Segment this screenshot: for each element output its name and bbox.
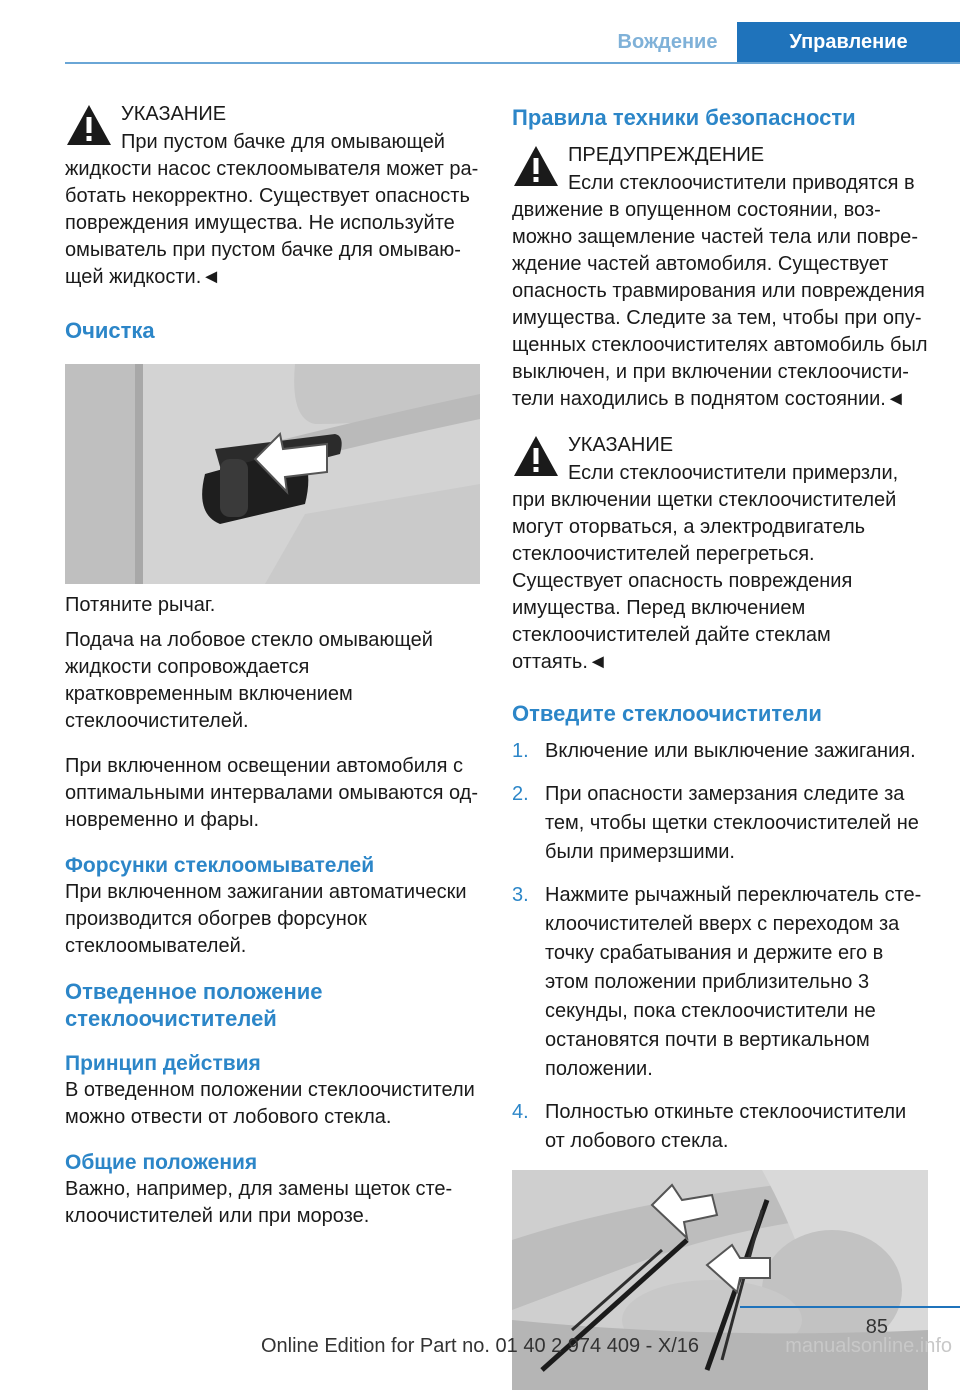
step-number: 4. [512,1101,529,1123]
pull-lever-text: Потяните рычаг. [65,594,216,616]
nozzles-text: При включенном зажигании автоматически производится обогрев форсунок стеклоомывателей. [65,881,467,957]
notice-title: УКАЗАНИЕ [568,434,674,456]
online-edition-text: Online Edition for Part no. 01 40 2 974 409 - X/16 [260,1335,700,1357]
header-divider [65,62,960,64]
heading-raise-wipers: Отведите стеклоочистители [512,701,822,726]
principle-text: В отведенном положении стеклоочистители можно отвести от лобового стекла. [65,1079,475,1128]
steps-list [512,737,928,1156]
list-item [512,780,928,867]
lever-illustration [65,364,480,584]
step-number: 3. [512,884,529,906]
list-item [512,737,928,766]
warning-triangle-icon [65,102,113,148]
step-number: 1. [512,740,529,762]
warning-triangle-icon [512,433,560,479]
warning-triangle-icon [512,143,560,189]
heading-raised-position: Отведенное положение стеклоочистителей [65,979,323,1031]
header-section-tab[interactable]: Вождение [617,30,718,53]
left-column [65,100,480,1248]
watermark: manualsonline.info [785,1335,952,1357]
footer-divider [740,1306,960,1308]
notice-text: Если стеклоочистители примерзли, при включении щетки стеклоочистителей могут оторваться, а электродвигатель стеклоочистителей перегреться. Существует опасность повреждения имущества. Перед включением стеклоочистителей дайте стеклам оттаять.◄ [512,462,899,673]
page-number: 85 [865,1316,888,1338]
step-text: Нажмите рычажный переключатель стеклоочистителей вверх с переходом за точку срабатывания и держите его в этом положении приблизительно 3 секунды, пока стеклоочистители не остановятся почти в вертикальном положении. [545,884,922,1080]
heading-principle: Принцип действия [65,1052,261,1075]
heading-general: Общие положения [65,1151,258,1174]
step-text: Включение или выключение зажигания. [545,740,916,762]
step-number: 2. [512,783,529,805]
step-text: Полностью откиньте стеклоочистители от лобового стекла. [545,1101,907,1152]
general-text: Важно, например, для замены щеток стеклоочистителей или при морозе. [65,1178,453,1227]
notice-text: При пустом бачке для омывающей жидкости насос стеклоомывателя может работать некорректно. Существует опасность повреждения имущества. Не используйте омыватель при пустом бачке для омывающей жидкости.◄ [65,131,479,288]
list-item [512,881,928,1084]
step-text: При опасности замерзания следите за тем, чтобы щетки стеклоочистителей не были примерзшими. [545,783,919,863]
header-active-tab[interactable]: Управление [737,22,960,62]
warning-title: ПРЕДУПРЕЖДЕНИЕ [568,144,765,166]
lever-image [65,364,480,584]
heading-safety: Правила техники безопасности [512,105,856,130]
notice-title: УКАЗАНИЕ [121,103,227,125]
warning-text: Если стеклоочистители приводятся в движение в опущенном состоянии, возможно защемление частей тела или повреждение частей автомобиля. Существует опасность травмирования или повреждения имущества. Следите за тем, чтобы при опущенных стеклоочистителях автомобиль был выключен, и при включении стеклоочистители находились в поднятом состоянии.◄ [512,172,928,410]
warning-lowered-wipers [512,141,928,413]
notice-frozen-wipers [512,431,928,676]
heading-cleaning: Очистка [65,318,155,343]
cleaning-text: Подача на лобовое стекло омывающей жидкости сопровождается кратковременным включением стеклоочистителей. [65,629,433,732]
heading-nozzles: Форсунки стеклоомывателей [65,854,375,877]
list-item [512,1098,928,1156]
right-column [512,100,928,1390]
notice-empty-reservoir [65,100,480,291]
headlight-text: При включенном освещении автомобиля с оптимальными интервалами омываются одновременно и фары. [65,755,479,831]
